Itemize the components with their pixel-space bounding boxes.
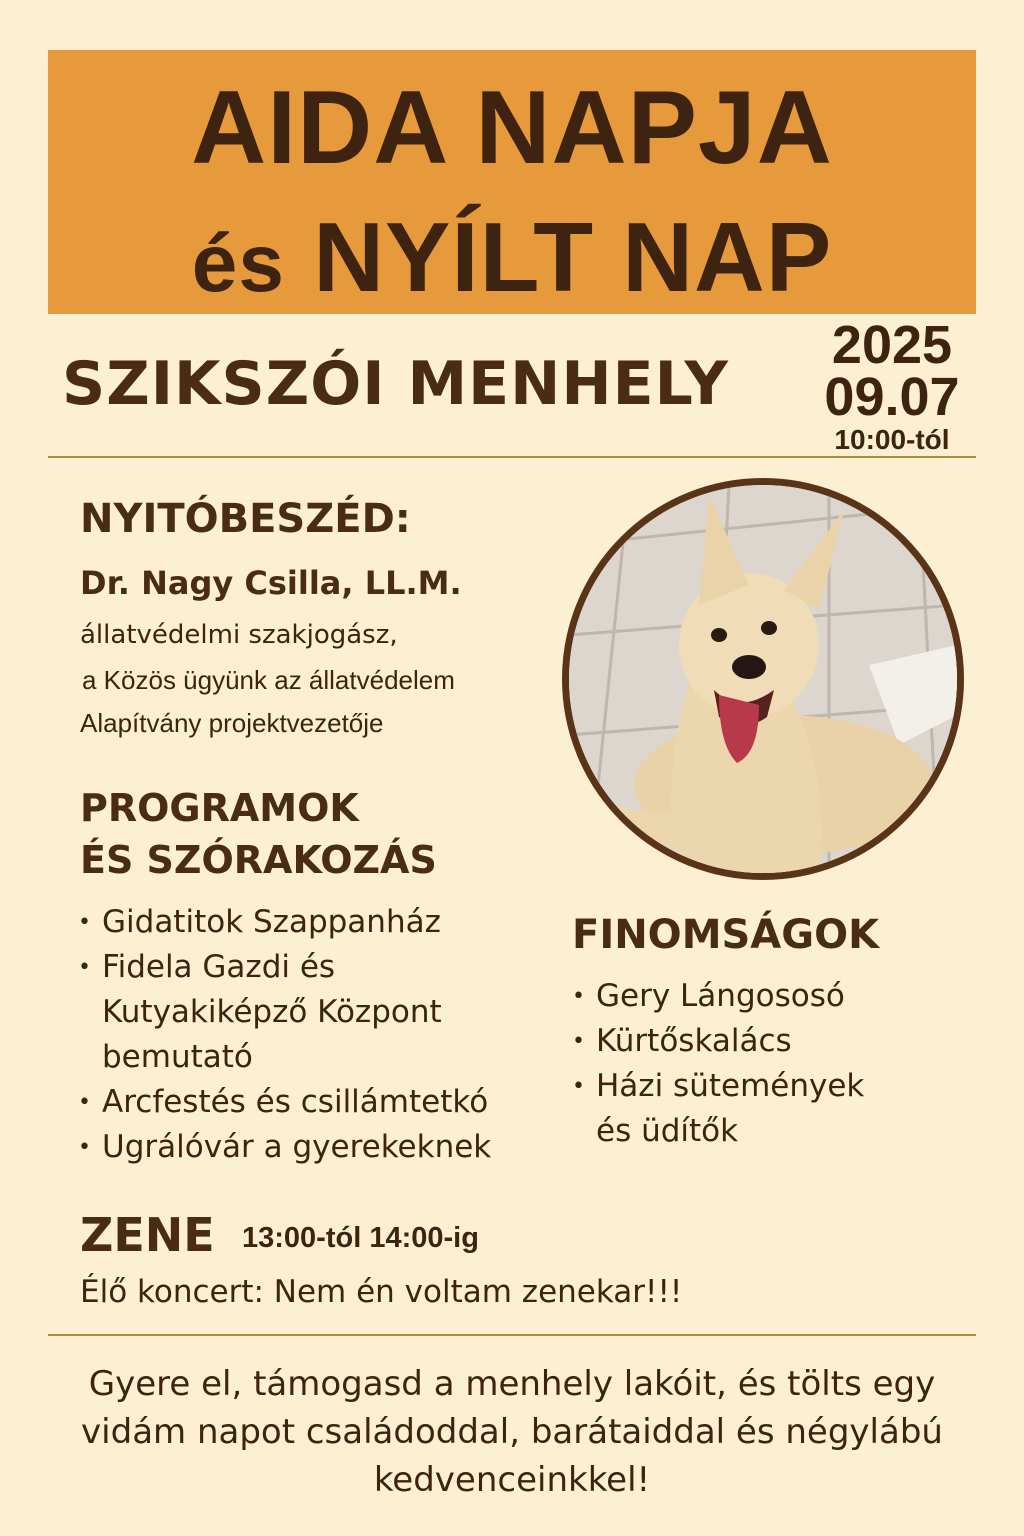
- list-item: • Arcfestés és csillámtetkó: [78, 1080, 518, 1125]
- programs-list: [78, 900, 518, 1170]
- dog-illustration: [569, 485, 957, 873]
- title-line-1: AIDA NAPJA: [191, 70, 833, 186]
- footer-message: Gyere el, támogasd a menhely lakóit, és tölts egy vidám napot családoddal, barátaiddal és négylábú kedvenceinkkel!: [81, 1364, 943, 1500]
- date-time: 10:00-tól: [834, 424, 950, 455]
- concert-text: Élő koncert: Nem én voltam zenekar!!!: [80, 1274, 683, 1310]
- date-day: 09.07: [824, 367, 960, 427]
- music-heading: ZENE: [80, 1208, 215, 1262]
- title-conjunction: és: [191, 218, 285, 309]
- programs-heading-line-2: ÉS SZÓRAKOZÁS: [80, 838, 437, 882]
- programs-heading: [80, 782, 437, 886]
- divider-bottom: [48, 1334, 976, 1336]
- title-banner: [48, 50, 976, 314]
- list-item: • Ugrálóvár a gyerekeknek: [78, 1125, 518, 1170]
- date-year: 2025: [831, 315, 953, 375]
- speaker-role-3: Alapítvány projektvezetője: [80, 708, 384, 738]
- programs-heading-line-1: PROGRAMOK: [80, 786, 359, 830]
- event-date: [812, 315, 972, 458]
- speaker-role-1: állatvédelmi szakjogász,: [80, 620, 398, 650]
- title-open-day: NYÍLT NAP: [313, 202, 833, 312]
- divider-top: [48, 456, 976, 458]
- title-line-2: [48, 198, 976, 323]
- food-heading: FINOMSÁGOK: [572, 912, 880, 958]
- list-item: • Fidela Gazdi és Kutyakiképző Központ bemutató: [78, 945, 518, 1080]
- list-item: • Kürtőskalács: [572, 1019, 902, 1064]
- music-time: 13:00-tól 14:00-ig: [242, 1222, 479, 1254]
- speaker-role-2: a Közös ügyünk az állatvédelem: [82, 665, 455, 695]
- list-item: • Gidatitok Szappanház: [78, 900, 518, 945]
- list-item: • Gery Lángososó: [572, 974, 902, 1019]
- food-list: [572, 974, 902, 1154]
- dog-photo: [562, 478, 964, 880]
- list-item: • Házi sütemények és üdítők: [572, 1064, 902, 1154]
- speaker-name: Dr. Nagy Csilla, LL.M.: [80, 564, 462, 602]
- shelter-name: SZIKSZÓI MENHELY: [62, 349, 729, 419]
- opening-heading: NYITÓBESZÉD:: [80, 496, 411, 542]
